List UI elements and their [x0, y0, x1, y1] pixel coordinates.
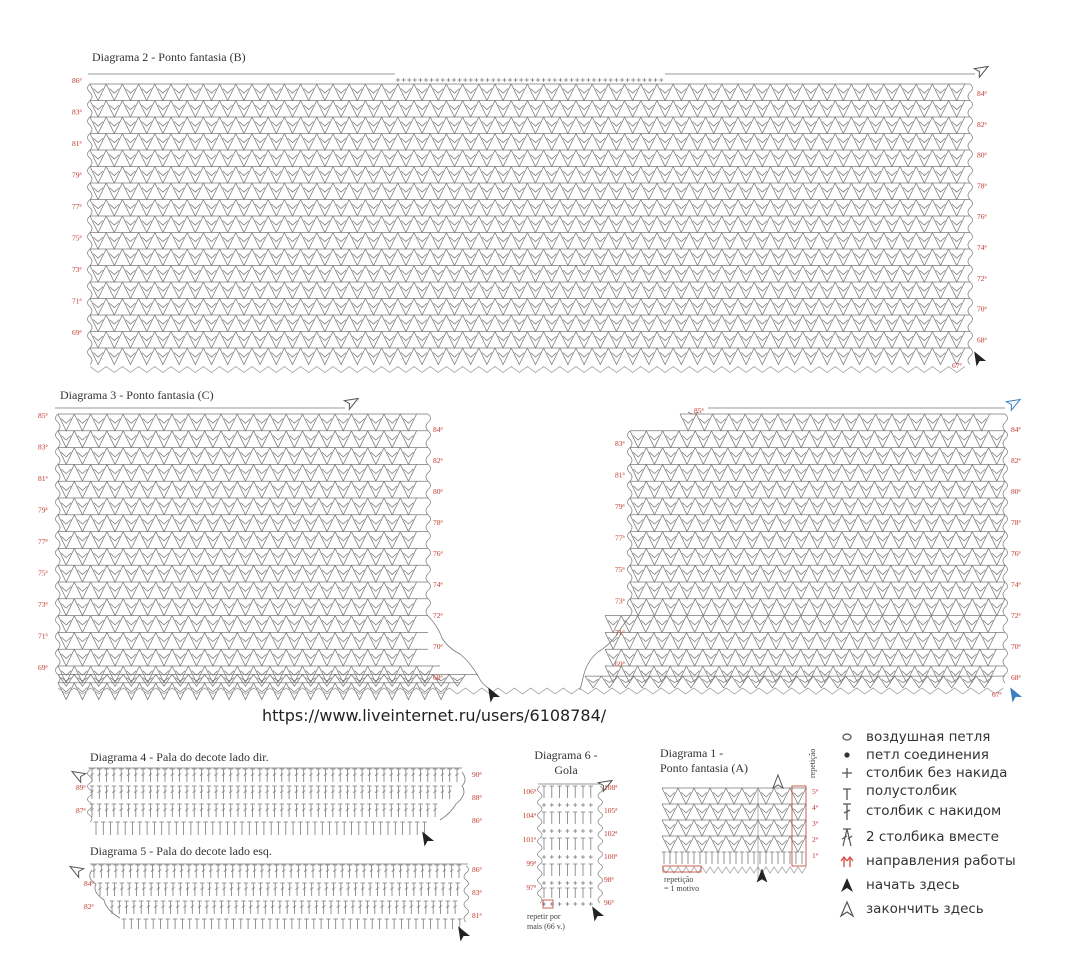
- diagram3-left-row-label-right: 78ª: [433, 518, 443, 527]
- diagram5-row-label-right: 81ª: [472, 911, 482, 920]
- diagram3-right-row-label-right: 82ª: [1011, 456, 1021, 465]
- diagram2-row-label-left: 83ª: [72, 107, 82, 117]
- watermark-url: https://www.liveinternet.ru/users/6108784/: [262, 706, 607, 725]
- diagram1-row-label-right: 1ª: [812, 851, 818, 860]
- diagram5-row-label-left: 84ª: [84, 879, 94, 888]
- diagram3-left-row-label-left: 81ª: [38, 474, 48, 483]
- slip-dot-icon: [838, 745, 860, 765]
- diagram2-row-label-left: 81ª: [72, 139, 82, 148]
- plus-icon: [838, 763, 860, 783]
- diagram3-left-row-label-left: 83ª: [38, 442, 48, 452]
- end-marker-icon: [974, 62, 990, 77]
- diagram3-left-row-label-right: 72ª: [433, 611, 443, 620]
- diagram3-left-row-label-left: 69ª: [38, 663, 48, 672]
- diagram6-title-line2: Gola: [554, 763, 578, 777]
- diagram3-chart: [55, 394, 1023, 702]
- diagram6-row-label-left: 97ª: [526, 883, 536, 892]
- diagram1-title-line2: Ponto fantasia (A): [660, 761, 748, 775]
- diagram1-row-label-right: 4ª: [812, 803, 818, 812]
- double-crochet-icon: [838, 801, 860, 821]
- diagram2-row-label-right: 72ª: [977, 273, 987, 283]
- diagram5-title: Diagrama 5 - Pala do decote lado esq.: [90, 844, 272, 858]
- diagram2-row-label-right: 80ª: [977, 150, 987, 160]
- diagram3-left-row-label-right: 80ª: [433, 487, 443, 496]
- diagram3-left-row-label-left: 77ª: [38, 537, 48, 546]
- diagram6-row-label-right: 105ª: [604, 806, 618, 815]
- diagram6-row-label-left: 99ª: [526, 859, 536, 868]
- double-arrow-icon: [838, 851, 860, 871]
- diagram3-left-row-label-left: 79ª: [38, 505, 48, 515]
- diagram3-right-row-label-left: 83ª: [615, 439, 625, 448]
- diagram2-row-label-right: 84ª: [977, 89, 987, 98]
- diagram6-note-line2: mais (66 v.): [527, 922, 565, 931]
- diagram3-left-row-label-left: 75ª: [38, 568, 48, 578]
- diagram3-right-row-label-right: 78ª: [1011, 518, 1021, 527]
- end-marker-icon: [67, 862, 83, 877]
- dc2tog-icon: [838, 827, 860, 847]
- diagram2-row-label-right: 74ª: [977, 243, 987, 252]
- diagram5-chart: [67, 862, 469, 941]
- diagram3-right-row-label-left: 79ª: [615, 502, 625, 511]
- start-marker-icon: [1006, 685, 1021, 701]
- diagram6-row-label-left: 104ª: [522, 811, 536, 820]
- diagram6-row-label-right: 100ª: [604, 852, 618, 861]
- diagram4-chart: [69, 767, 465, 846]
- diagram3-right-row-label-right: 68ª: [1011, 673, 1021, 682]
- diagram6-row-label-left: 101ª: [522, 835, 536, 844]
- diagram2-row-label-left: 79ª: [72, 170, 82, 180]
- diagram6-row-label-right: 98ª: [604, 875, 614, 884]
- diagram2-row-label-left: 71ª: [72, 296, 82, 306]
- start-marker-icon: [484, 685, 499, 701]
- diagram3-right-row-label-right: 74ª: [1011, 580, 1021, 589]
- diagram2-title: Diagrama 2 - Ponto fantasia (B): [92, 50, 246, 64]
- end-marker-icon: [69, 767, 85, 782]
- diagram3-right-row-label-left: 75ª: [615, 565, 625, 574]
- diagram4-row-label-right: 88ª: [472, 793, 482, 802]
- diagram2-row-label-right: 82ª: [977, 119, 987, 129]
- diagram2-row-label-right: 68ª: [977, 335, 987, 345]
- start-marker-icon: [454, 924, 469, 940]
- start-marker-icon: [418, 829, 433, 845]
- diagram3-left-row-label-left: 85ª: [38, 411, 48, 420]
- diagram6-note-line1: repetir por: [527, 912, 561, 921]
- diagram6-row-label-left: 106ª: [522, 787, 536, 796]
- half-double-crochet-icon: [838, 781, 860, 801]
- diagram3-right-row-label-left: 71ª: [615, 628, 625, 637]
- diagram1-bottom-note-line1: repetição: [664, 875, 694, 884]
- diagram3-left-row-label-right: 74ª: [433, 580, 443, 589]
- diagram1-title-line1: Diagrama 1 -: [660, 746, 724, 760]
- diagram2-row-label-left: 75ª: [72, 233, 82, 243]
- diagram3-right-row-label-right: 70ª: [1011, 642, 1021, 651]
- diagram1-row-label-right: 2ª: [812, 835, 818, 844]
- end-marker-icon: [1006, 395, 1022, 410]
- diagram1-row-label-right: 5ª: [812, 787, 818, 796]
- start-marker-icon: [588, 904, 603, 920]
- diagram2-row-label-left: 86ª: [72, 76, 82, 85]
- diagram6-row-label-right: 96ª: [604, 898, 614, 907]
- diagram3-right-row-label-left: 73ª: [615, 596, 625, 606]
- diagram2-row-label-right: 76ª: [977, 212, 987, 222]
- chain-circle-icon: [838, 727, 860, 747]
- diagram2-chart: [88, 62, 991, 372]
- diagram3-right-row-label-left: 81ª: [615, 470, 625, 480]
- end-marker-icon: [773, 775, 783, 788]
- diagram4-row-label-left: 89ª: [76, 783, 86, 792]
- diagram5-row-label-right: 86ª: [472, 865, 482, 874]
- diagram1-bottom-note-line2: = 1 motivo: [664, 884, 700, 893]
- diagram3-right-top-label: 85ª: [694, 406, 704, 415]
- start-marker-icon: [757, 869, 767, 882]
- diagram2-bottom-label: 67ª: [952, 361, 962, 370]
- diagram3-left-row-label-left: 71ª: [38, 631, 48, 641]
- diagram6-row-label-right: 108ª: [604, 783, 618, 792]
- diagram3-title: Diagrama 3 - Ponto fantasia (C): [60, 388, 214, 402]
- filled-triangle-icon: [838, 875, 860, 895]
- diagram2-row-label-left: 69ª: [72, 328, 82, 337]
- outline-triangle-icon: [838, 899, 860, 919]
- diagram1-side-note: repetição: [808, 748, 817, 778]
- diagram3-right-row-label-right: 80ª: [1011, 487, 1021, 496]
- diagram3-right-row-label-right: 72ª: [1011, 611, 1021, 620]
- diagram2-row-label-left: 77ª: [72, 202, 82, 211]
- diagram6-row-label-right: 102ª: [604, 829, 618, 838]
- diagram4-title: Diagrama 4 - Pala do decote lado dir.: [90, 750, 269, 764]
- diagram2-row-label-right: 78ª: [977, 181, 987, 191]
- diagram3-right-row-label-left: 69ª: [615, 659, 625, 669]
- diagram1-row-label-right: 3ª: [812, 819, 818, 828]
- diagram4-row-label-right: 90ª: [472, 770, 482, 779]
- diagram3-left-row-label-right: 76ª: [433, 549, 443, 558]
- diagram6-title-line1: Diagrama 6 -: [534, 748, 598, 762]
- diagram3-right-row-label-right: 84ª: [1011, 425, 1021, 434]
- diagram6-chart: [538, 776, 615, 921]
- diagram2-row-label-right: 70ª: [977, 304, 987, 314]
- diagram4-row-label-left: 87ª: [76, 806, 86, 815]
- diagram3-right-row-label-right: 76ª: [1011, 549, 1021, 558]
- diagram3-left-row-label-right: 68ª: [433, 673, 443, 682]
- diagram5-row-label-left: 82ª: [84, 902, 94, 911]
- diagram5-row-label-right: 83ª: [472, 888, 482, 897]
- diagram3-left-row-label-left: 73ª: [38, 600, 48, 609]
- diagram3-left-row-label-right: 84ª: [433, 425, 443, 434]
- diagram3-left-row-label-right: 70ª: [433, 642, 443, 651]
- diagram3-right-row-label-left: 77ª: [615, 533, 625, 543]
- end-marker-icon: [344, 394, 360, 409]
- diagram3-left-row-label-right: 82ª: [433, 456, 443, 465]
- diagram4-row-label-right: 86ª: [472, 816, 482, 825]
- diagram3-bottom-label: 67ª: [992, 690, 1002, 699]
- diagram1-chart: [662, 775, 806, 882]
- diagram2-row-label-left: 73ª: [72, 265, 82, 274]
